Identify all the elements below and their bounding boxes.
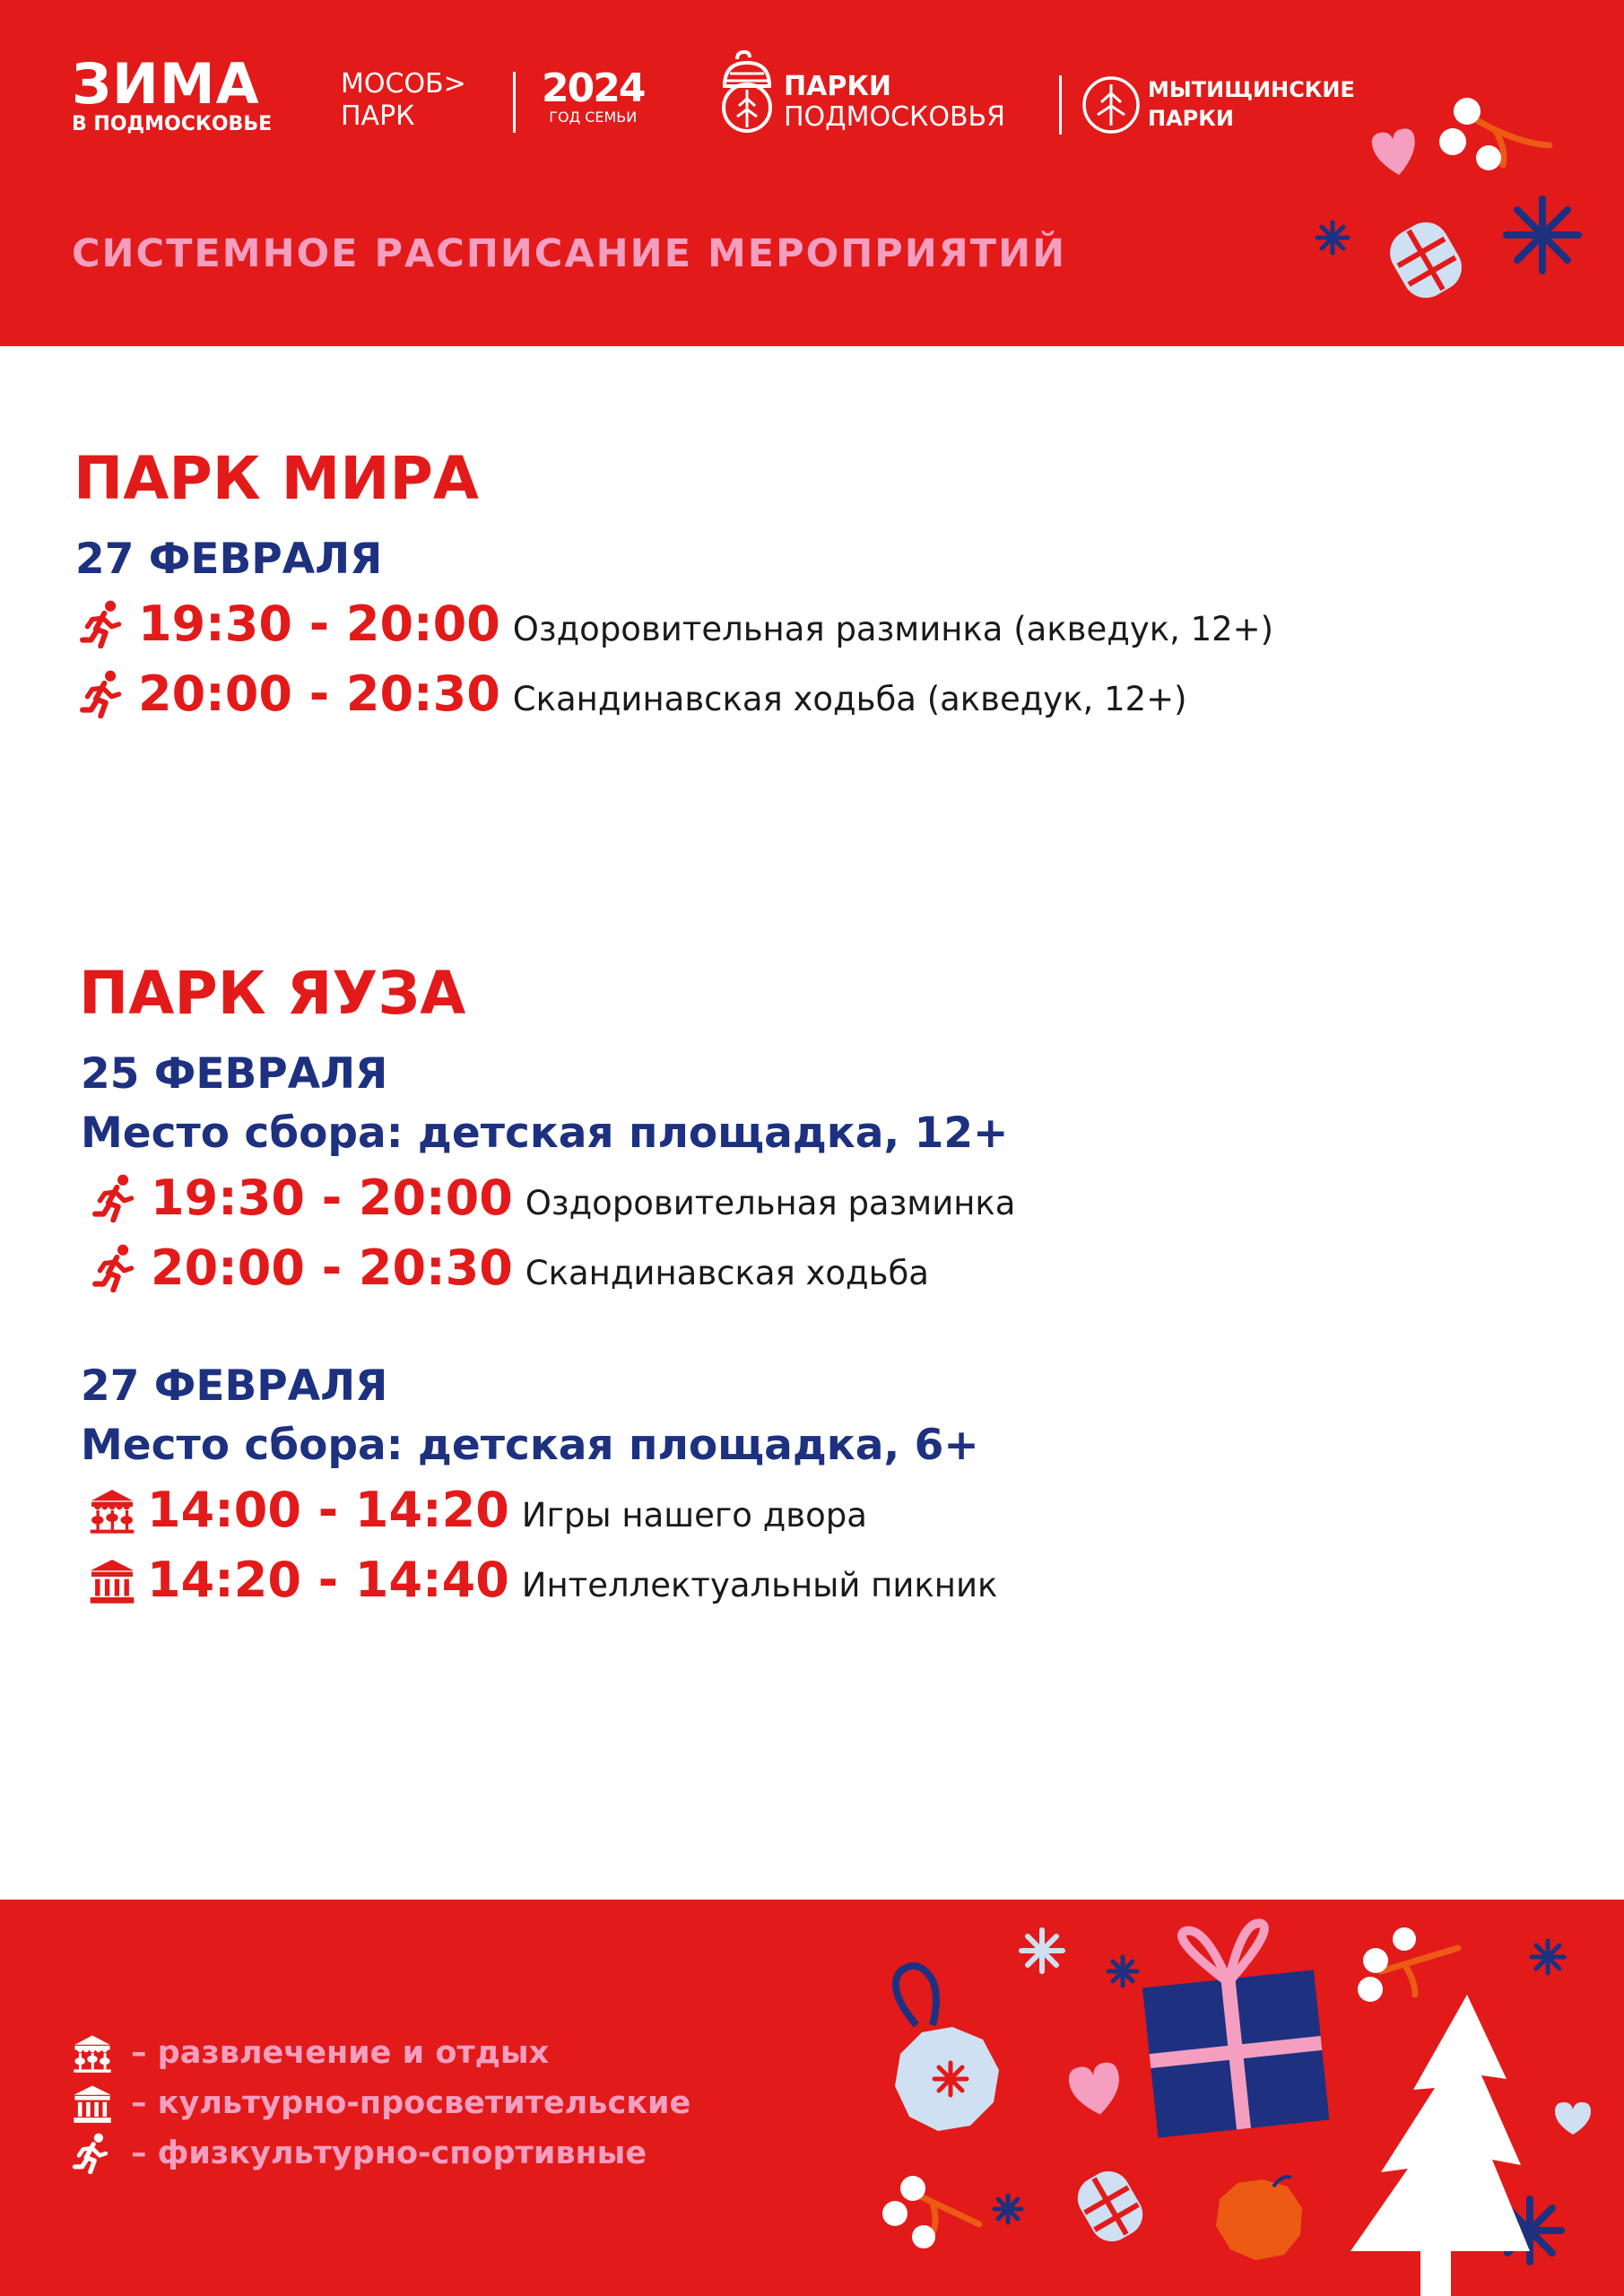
event-title: Игры нашего двора — [521, 1496, 867, 1535]
event-time: 20:00 - 20:30 — [138, 665, 500, 722]
heart-icon — [1370, 127, 1420, 179]
header-band — [0, 0, 1624, 346]
meeting-place: Место сбора: детская площадка, 6+ — [81, 1421, 979, 1470]
event-title: Скандинавская ходьба — [525, 1254, 929, 1292]
event-row — [88, 1482, 867, 1538]
snowflake-icon — [994, 2196, 1021, 2222]
event-date: 27 ФЕВРАЛЯ — [81, 1361, 388, 1411]
event-row — [91, 1170, 1015, 1226]
event-row — [91, 1239, 929, 1296]
event-time: 14:00 - 14:20 — [147, 1482, 509, 1538]
event-row — [88, 1552, 997, 1608]
running-person-icon — [79, 670, 127, 718]
berries-icon — [1358, 1927, 1458, 2002]
running-person-icon — [91, 1244, 140, 1292]
footer-band — [0, 1900, 1624, 2296]
mosobpark-logo-line2: ПАРК — [341, 100, 415, 132]
event-time: 19:30 - 20:00 — [138, 596, 500, 652]
legend-text: – развлечение и отдых — [131, 2035, 550, 2071]
mytishchi-logo-line2: ПАРКИ — [1148, 106, 1234, 131]
parki-logo-line1: ПАРКИ — [784, 71, 891, 102]
snowflake-icon — [1108, 1957, 1137, 1986]
footer-decorations — [0, 1900, 1624, 2296]
berries-icon — [1439, 98, 1550, 170]
event-title: Оздоровительная разминка — [525, 1184, 1016, 1222]
park-title: ПАРК ЯУЗА — [79, 959, 466, 1028]
event-time: 19:30 - 20:00 — [151, 1170, 513, 1226]
snowflake-icon — [1021, 1930, 1063, 1971]
mosobpark-logo-line1: МОСОБ> — [341, 68, 466, 100]
ornament-icon — [895, 1966, 999, 2131]
event-title: Скандинавская ходьба (акведук, 12+) — [512, 680, 1187, 718]
year-of-family-year: 2024 — [542, 65, 645, 111]
heart-icon — [1555, 2102, 1591, 2135]
mytishchi-logo-line1: МЫТИЩИНСКИЕ — [1148, 77, 1355, 102]
christmas-tree-icon — [1350, 1995, 1530, 2296]
berries-icon — [882, 2176, 979, 2248]
event-time: 14:20 - 14:40 — [147, 1552, 509, 1608]
running-person-icon — [91, 1174, 140, 1222]
event-time: 20:00 - 20:30 — [151, 1239, 513, 1296]
meeting-place: Место сбора: детская площадка, 12+ — [81, 1109, 1009, 1158]
event-row — [79, 665, 1187, 722]
parki-logo-line2: ПОДМОСКОВЬЯ — [784, 101, 1005, 133]
header-decorations — [0, 0, 1624, 346]
event-date: 25 ФЕВРАЛЯ — [81, 1049, 388, 1099]
carousel-icon — [88, 1486, 136, 1535]
zima-logo-title: ЗИМА — [72, 51, 260, 117]
snowflake-icon — [1532, 1941, 1564, 1973]
schedule-title: СИСТЕМНОЕ РАСПИСАНИЕ МЕРОПРИЯТИЙ — [72, 231, 1067, 276]
event-row — [79, 596, 1273, 652]
museum-icon — [88, 1556, 136, 1605]
event-title: Интеллектуальный пикник — [521, 1566, 998, 1605]
mitten-icon — [1382, 213, 1471, 306]
park-title: ПАРК МИРА — [74, 444, 479, 513]
event-title: Оздоровительная разминка (акведук, 12+) — [512, 610, 1274, 648]
running-person-icon — [79, 600, 127, 648]
event-date: 27 ФЕВРАЛЯ — [75, 535, 383, 584]
snowflake-icon — [1317, 222, 1348, 253]
year-of-family-subtitle: ГОД СЕМЬИ — [549, 109, 638, 126]
zima-logo-subtitle: В ПОДМОСКОВЬЕ — [72, 113, 273, 135]
snowflake-icon — [1507, 199, 1578, 271]
legend-text: – культурно-просветительские — [131, 2085, 691, 2121]
mitten-icon — [1070, 2163, 1151, 2249]
gift-icon — [1137, 1918, 1330, 2138]
heart-icon — [1067, 2061, 1125, 2119]
legend-text: – физкультурно-спортивные — [131, 2135, 647, 2171]
tangerine-icon — [1216, 2177, 1302, 2260]
